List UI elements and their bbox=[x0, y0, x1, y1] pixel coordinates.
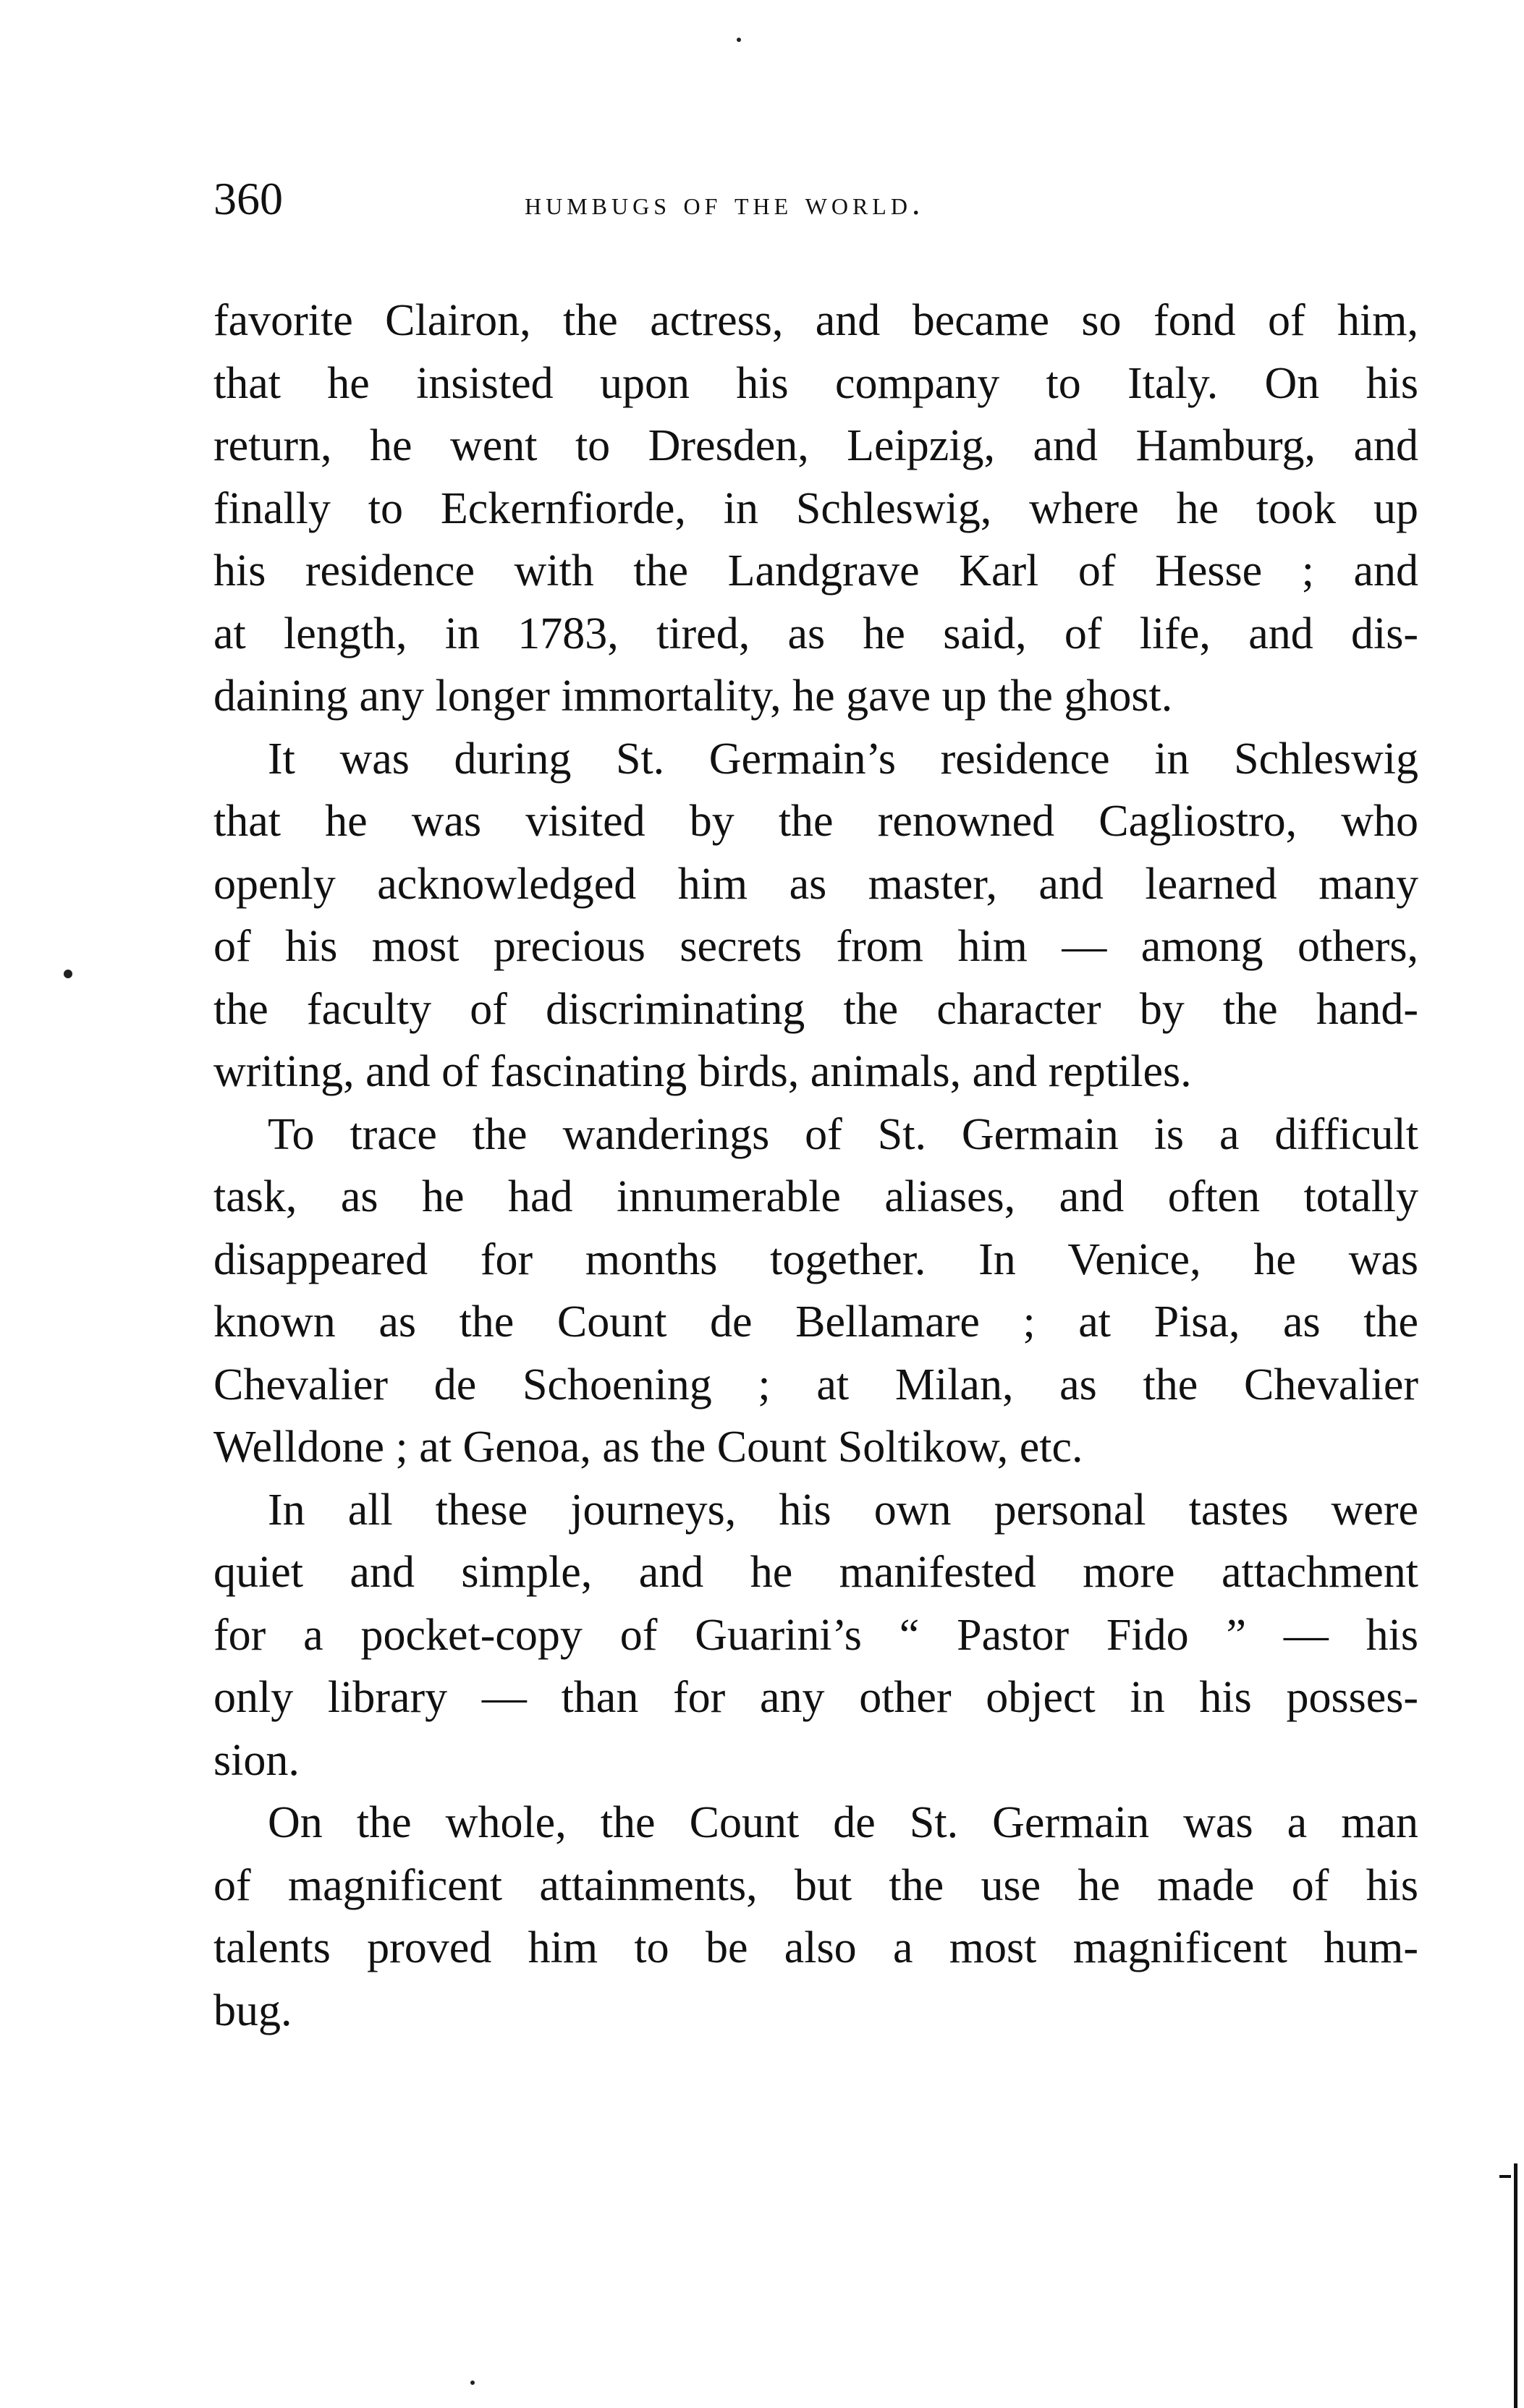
paragraph-1 bbox=[213, 289, 1418, 728]
text-line: openly acknowledged him as master, and learned many bbox=[213, 859, 1418, 909]
text-line: Welldone ; at Genoa, as the Count Soltikow, etc. bbox=[213, 1423, 1083, 1472]
text-line: for a pocket-copy of Guarini’s “ Pastor Fido ” — his bbox=[213, 1610, 1418, 1660]
text-line: task, as he had innumerable aliases, and often totally bbox=[213, 1172, 1418, 1221]
text-line: only library — than for any other object in his posses- bbox=[213, 1673, 1418, 1722]
text-line: Chevalier de Schoening ; at Milan, as the Chevalier bbox=[213, 1360, 1418, 1409]
text-line: at length, in 1783, tired, as he said, of life, and dis- bbox=[213, 609, 1418, 658]
page-number: 360 bbox=[213, 173, 283, 224]
text-line: his residence with the Landgrave Karl of Hesse ; and bbox=[213, 546, 1418, 595]
paragraph-2 bbox=[213, 728, 1418, 1103]
paragraph-3 bbox=[213, 1103, 1418, 1479]
paragraph-4 bbox=[213, 1479, 1418, 1792]
text-line: To trace the wanderings of St. Germain is a difficult bbox=[268, 1109, 1418, 1159]
text-line: talents proved him to be also a most magnificent hum- bbox=[213, 1923, 1418, 1972]
scan-edge-tick bbox=[1499, 2175, 1511, 2178]
running-title: humbugs of the world. bbox=[525, 185, 925, 221]
body-text bbox=[213, 289, 1418, 2042]
text-line: sion. bbox=[213, 1735, 300, 1785]
paragraph-5 bbox=[213, 1792, 1418, 2042]
text-line: of magnificent attainments, but the use he made of his bbox=[213, 1860, 1418, 1910]
text-line: return, he went to Dresden, Leipzig, and Hamburg, and bbox=[213, 421, 1418, 470]
text-line: that he insisted upon his company to Italy. On his bbox=[213, 358, 1418, 408]
text-line: quiet and simple, and he manifested more attachment bbox=[213, 1548, 1418, 1597]
page-header bbox=[213, 163, 1415, 235]
text-line: finally to Eckernfiorde, in Schleswig, where he took up bbox=[213, 483, 1418, 533]
text-line: writing, and of fascinating birds, animals, and reptiles. bbox=[213, 1047, 1192, 1096]
text-line: bug. bbox=[213, 1985, 292, 2035]
text-line: the faculty of discriminating the character by the hand- bbox=[213, 984, 1418, 1034]
text-line: favorite Clairon, the actress, and became so fond of him, bbox=[213, 296, 1418, 345]
text-line: disappeared for months together. In Venice, he was bbox=[213, 1234, 1418, 1284]
scan-speck bbox=[737, 38, 741, 42]
text-line: On the whole, the Count de St. Germain was a man bbox=[268, 1798, 1418, 1847]
text-line: that he was visited by the renowned Cagliostro, who bbox=[213, 797, 1418, 846]
text-line: In all these journeys, his own personal tastes were bbox=[268, 1485, 1418, 1535]
text-line: daining any longer immortality, he gave up the ghost. bbox=[213, 671, 1173, 721]
text-line: known as the Count de Bellamare ; at Pisa, as the bbox=[213, 1297, 1418, 1347]
scan-speck bbox=[64, 970, 72, 978]
text-line: of his most precious secrets from him — among others, bbox=[213, 922, 1418, 971]
text-line: It was during St. Germain’s residence in Schleswig bbox=[268, 734, 1418, 784]
scan-speck bbox=[470, 2381, 475, 2385]
scan-edge-line bbox=[1514, 2163, 1517, 2408]
